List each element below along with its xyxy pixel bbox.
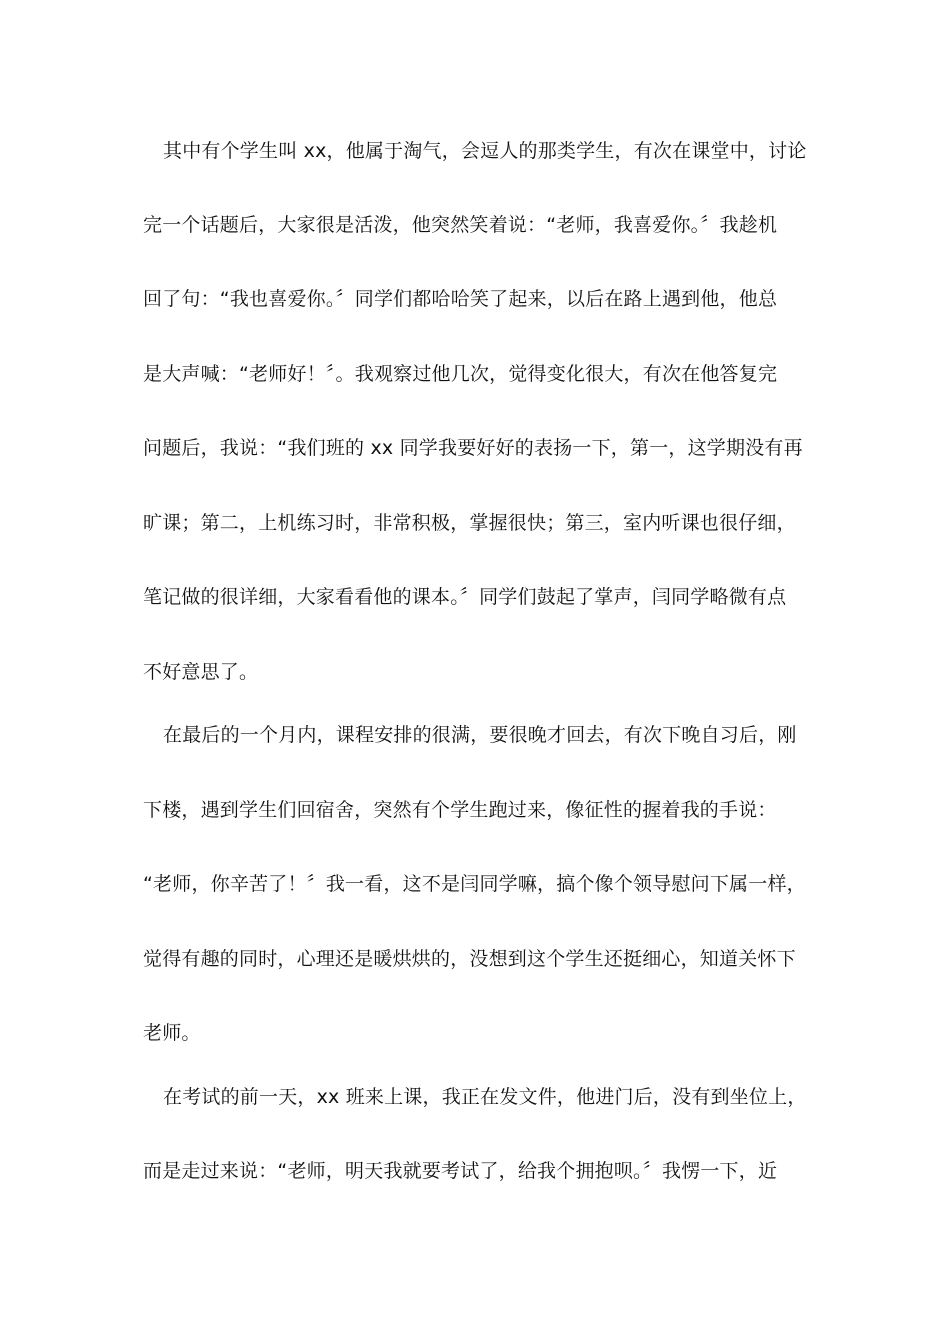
paragraph-1-line-2: 完一个话题后，大家很是活泼，他突然笑着说：“老师，我喜爱你。〞我趁机 (143, 214, 778, 236)
paragraph-2-line-4: 觉得有趣的同时，心理还是暖烘烘的，没想到这个学生还挺细心，知道关怀下 (143, 948, 796, 970)
paragraph-2-line-2: 下楼，遇到学生们回宿舍，突然有个学生跑过来，像征性的握着我的手说： (143, 799, 777, 821)
paragraph-2-line-1: 在最后的一个月内，课程安排的很满，要很晚才回去，有次下晚自习后，刚 (163, 724, 797, 746)
paragraph-1-line-1: 其中有个学生叫 xx，他属于淘气，会逗人的那类学生，有次在课堂中，讨论 (163, 140, 807, 162)
paragraph-2-line-3: “老师，你辛苦了！〞我一看，这不是闫同学嘛，搞个像个领导慰问下属一样， (143, 873, 806, 895)
paragraph-1-line-3: 回了句：“我也喜爱你。〞同学们都哈哈笑了起来，以后在路上遇到他，他总 (143, 288, 778, 310)
paragraph-1-line-4: 是大声喊：“老师好！〞。我观察过他几次，觉得变化很大，有次在他答复完 (143, 363, 778, 385)
paragraph-1-line-7: 笔记做的很详细，大家看看他的课本。〞同学们鼓起了掌声，闫同学略微有点 (143, 586, 787, 608)
paragraph-3-line-2: 而是走过来说：“老师，明天我就要考试了，给我个拥抱呗。〞我愣一下，近 (143, 1160, 778, 1182)
paragraph-3-line-1: 在考试的前一天，xx 班来上课，我正在发文件，他进门后，没有到坐位上， (163, 1086, 807, 1108)
paragraph-2-line-5: 老师。 (143, 1022, 201, 1044)
paragraph-1-line-8: 不好意思了。 (143, 661, 259, 683)
paragraph-1-line-5: 问题后，我说：“我们班的 xx 同学我要好好的表扬一下，第一，这学期没有再 (143, 437, 803, 459)
paragraph-1-line-6: 旷课；第二，上机练习时，非常积极，掌握很快；第三，室内听课也很仔细， (143, 512, 796, 534)
